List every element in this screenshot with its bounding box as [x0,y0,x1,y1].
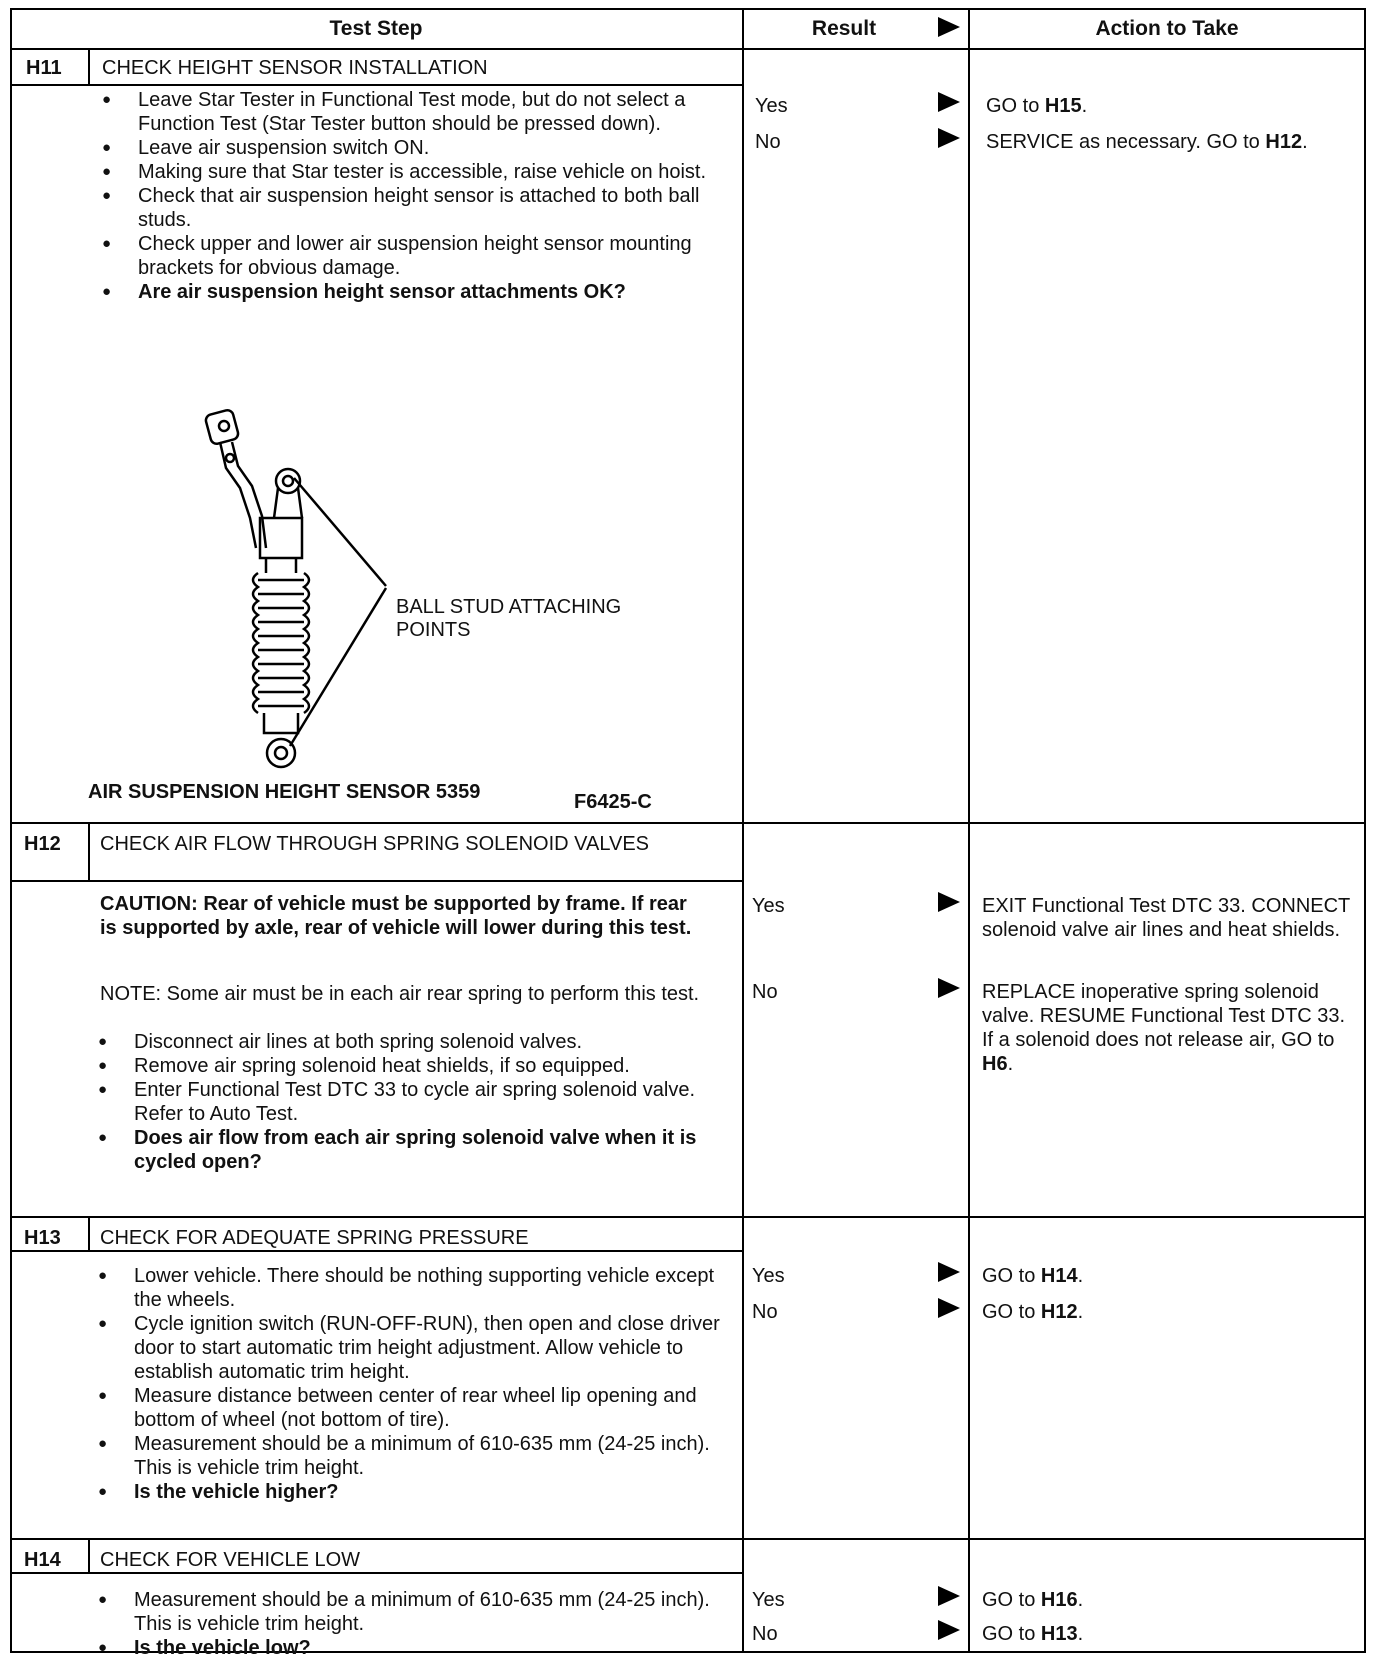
bullet-item: ● Check that air suspension height sensor is attached to both ball studs. [100,184,720,232]
action-yes: GO to H14. [982,1265,1084,1287]
result-yes: Yes [752,895,785,917]
note-text: NOTE: Some air must be in each air rear spring to perform this test. [100,983,700,1005]
bullet-item: ● Cycle ignition switch (RUN-OFF-RUN), then open and close driver door to start automatic trim height adjustment. Allow vehicle to establish automatic trim height. [96,1312,736,1384]
step-bullets [100,88,720,304]
step-title-divider [10,1250,744,1252]
result-arrow-icon [938,1586,960,1606]
step-bullets [96,1264,736,1504]
column-divider-result [742,8,744,1653]
header-result: Result [811,17,877,40]
row-divider [10,1216,1366,1218]
result-no: No [752,1623,778,1645]
action-no: SERVICE as necessary. GO to H12. [986,131,1308,153]
column-divider-action [968,8,970,1653]
result-yes: Yes [752,1265,785,1287]
step-id: H14 [24,1549,61,1571]
result-no: No [752,981,778,1003]
table-border-right [1364,8,1366,1653]
result-no: No [752,1301,778,1323]
result-yes: Yes [755,95,788,117]
result-arrow-icon [938,1620,960,1640]
action-no: REPLACE inoperative spring solenoid valve. RESUME Functional Test DTC 33. If a solenoid does not release air, GO to H6. [982,981,1346,1075]
table-border-left [10,8,12,1653]
figure-code: F6425-C [574,791,652,813]
step-title: CHECK FOR ADEQUATE SPRING PRESSURE [100,1227,529,1249]
step-id: H11 [26,57,62,79]
row-divider [10,1538,1366,1540]
bullet-item: ● Leave air suspension switch ON. [100,136,720,160]
step-id-divider [88,1538,90,1574]
bullet-question: ● Are air suspension height sensor attachments OK? [100,280,720,304]
bullet-item: ● Measure distance between center of rear wheel lip opening and bottom of wheel (not bottom of tire). [96,1384,736,1432]
bullet-item: ● Check upper and lower air suspension height sensor mounting brackets for obvious damage. [100,232,720,280]
result-yes: Yes [752,1589,785,1611]
header-arrow-icon [938,17,960,37]
action-no: GO to H13. [982,1623,1084,1645]
action-yes: GO to H15. [986,95,1088,117]
result-arrow-icon [938,92,960,112]
header-test-step: Test Step [329,17,423,40]
bullet-question: ● Is the vehicle higher? [96,1480,736,1504]
bullet-question: ● Is the vehicle low? [96,1636,736,1660]
result-arrow-icon [938,978,960,998]
result-no: No [755,131,781,153]
step-title-divider [10,1572,744,1574]
bullet-item: ● Lower vehicle. There should be nothing supporting vehicle except the wheels. [96,1264,736,1312]
step-title-divider [10,84,744,86]
bullet-item: ● Enter Functional Test DTC 33 to cycle air spring solenoid valve. Refer to Auto Test. [96,1078,736,1126]
step-id: H12 [24,833,61,855]
bullet-item: ● Making sure that Star tester is accessible, raise vehicle on hoist. [100,160,720,184]
step-id: H13 [24,1227,61,1249]
bullet-item: ● Measurement should be a minimum of 610-635 mm (24-25 inch). This is vehicle trim height. [96,1588,736,1636]
step-title: CHECK HEIGHT SENSOR INSTALLATION [102,57,488,79]
caution-text: CAUTION: Rear of vehicle must be supported by frame. If rear is supported by axle, rear of vehicle will lower during this test. [100,893,692,939]
step-id-divider [88,1216,90,1252]
header-divider [10,48,1366,50]
step-bullets [96,1588,736,1660]
result-arrow-icon [938,1298,960,1318]
step-bullets [96,1030,736,1174]
result-arrow-icon [938,1262,960,1282]
figure-caption: AIR SUSPENSION HEIGHT SENSOR 5359 [88,781,481,803]
bullet-item: ● Remove air spring solenoid heat shields, if so equipped. [96,1054,736,1078]
bullet-item: ● Disconnect air lines at both spring solenoid valves. [96,1030,736,1054]
step-id-divider [88,822,90,882]
result-arrow-icon [938,892,960,912]
bullet-question: ● Does air flow from each air spring solenoid valve when it is cycled open? [96,1126,736,1174]
action-no: GO to H12. [982,1301,1084,1323]
ball-stud-callout: BALL STUD ATTACHING POINTS [396,596,622,641]
step-title: CHECK FOR VEHICLE LOW [100,1549,361,1571]
row-divider [10,822,1366,824]
header-action: Action to Take [1095,17,1239,40]
step-title: CHECK AIR FLOW THROUGH SPRING SOLENOID VALVES [100,833,649,855]
diagnostic-table [10,8,1366,1659]
step-title-divider [10,880,744,882]
step-id-divider [88,48,90,86]
result-arrow-icon [938,128,960,148]
height-sensor-illustration [190,408,430,788]
bullet-item: ● Leave Star Tester in Functional Test mode, but do not select a Function Test (Star Tester button should be pressed down). [100,88,720,136]
action-yes: EXIT Functional Test DTC 33. CONNECT solenoid valve air lines and heat shields. [982,895,1350,941]
bullet-item: ● Measurement should be a minimum of 610-635 mm (24-25 inch). This is vehicle trim height. [96,1432,736,1480]
action-yes: GO to H16. [982,1589,1084,1611]
